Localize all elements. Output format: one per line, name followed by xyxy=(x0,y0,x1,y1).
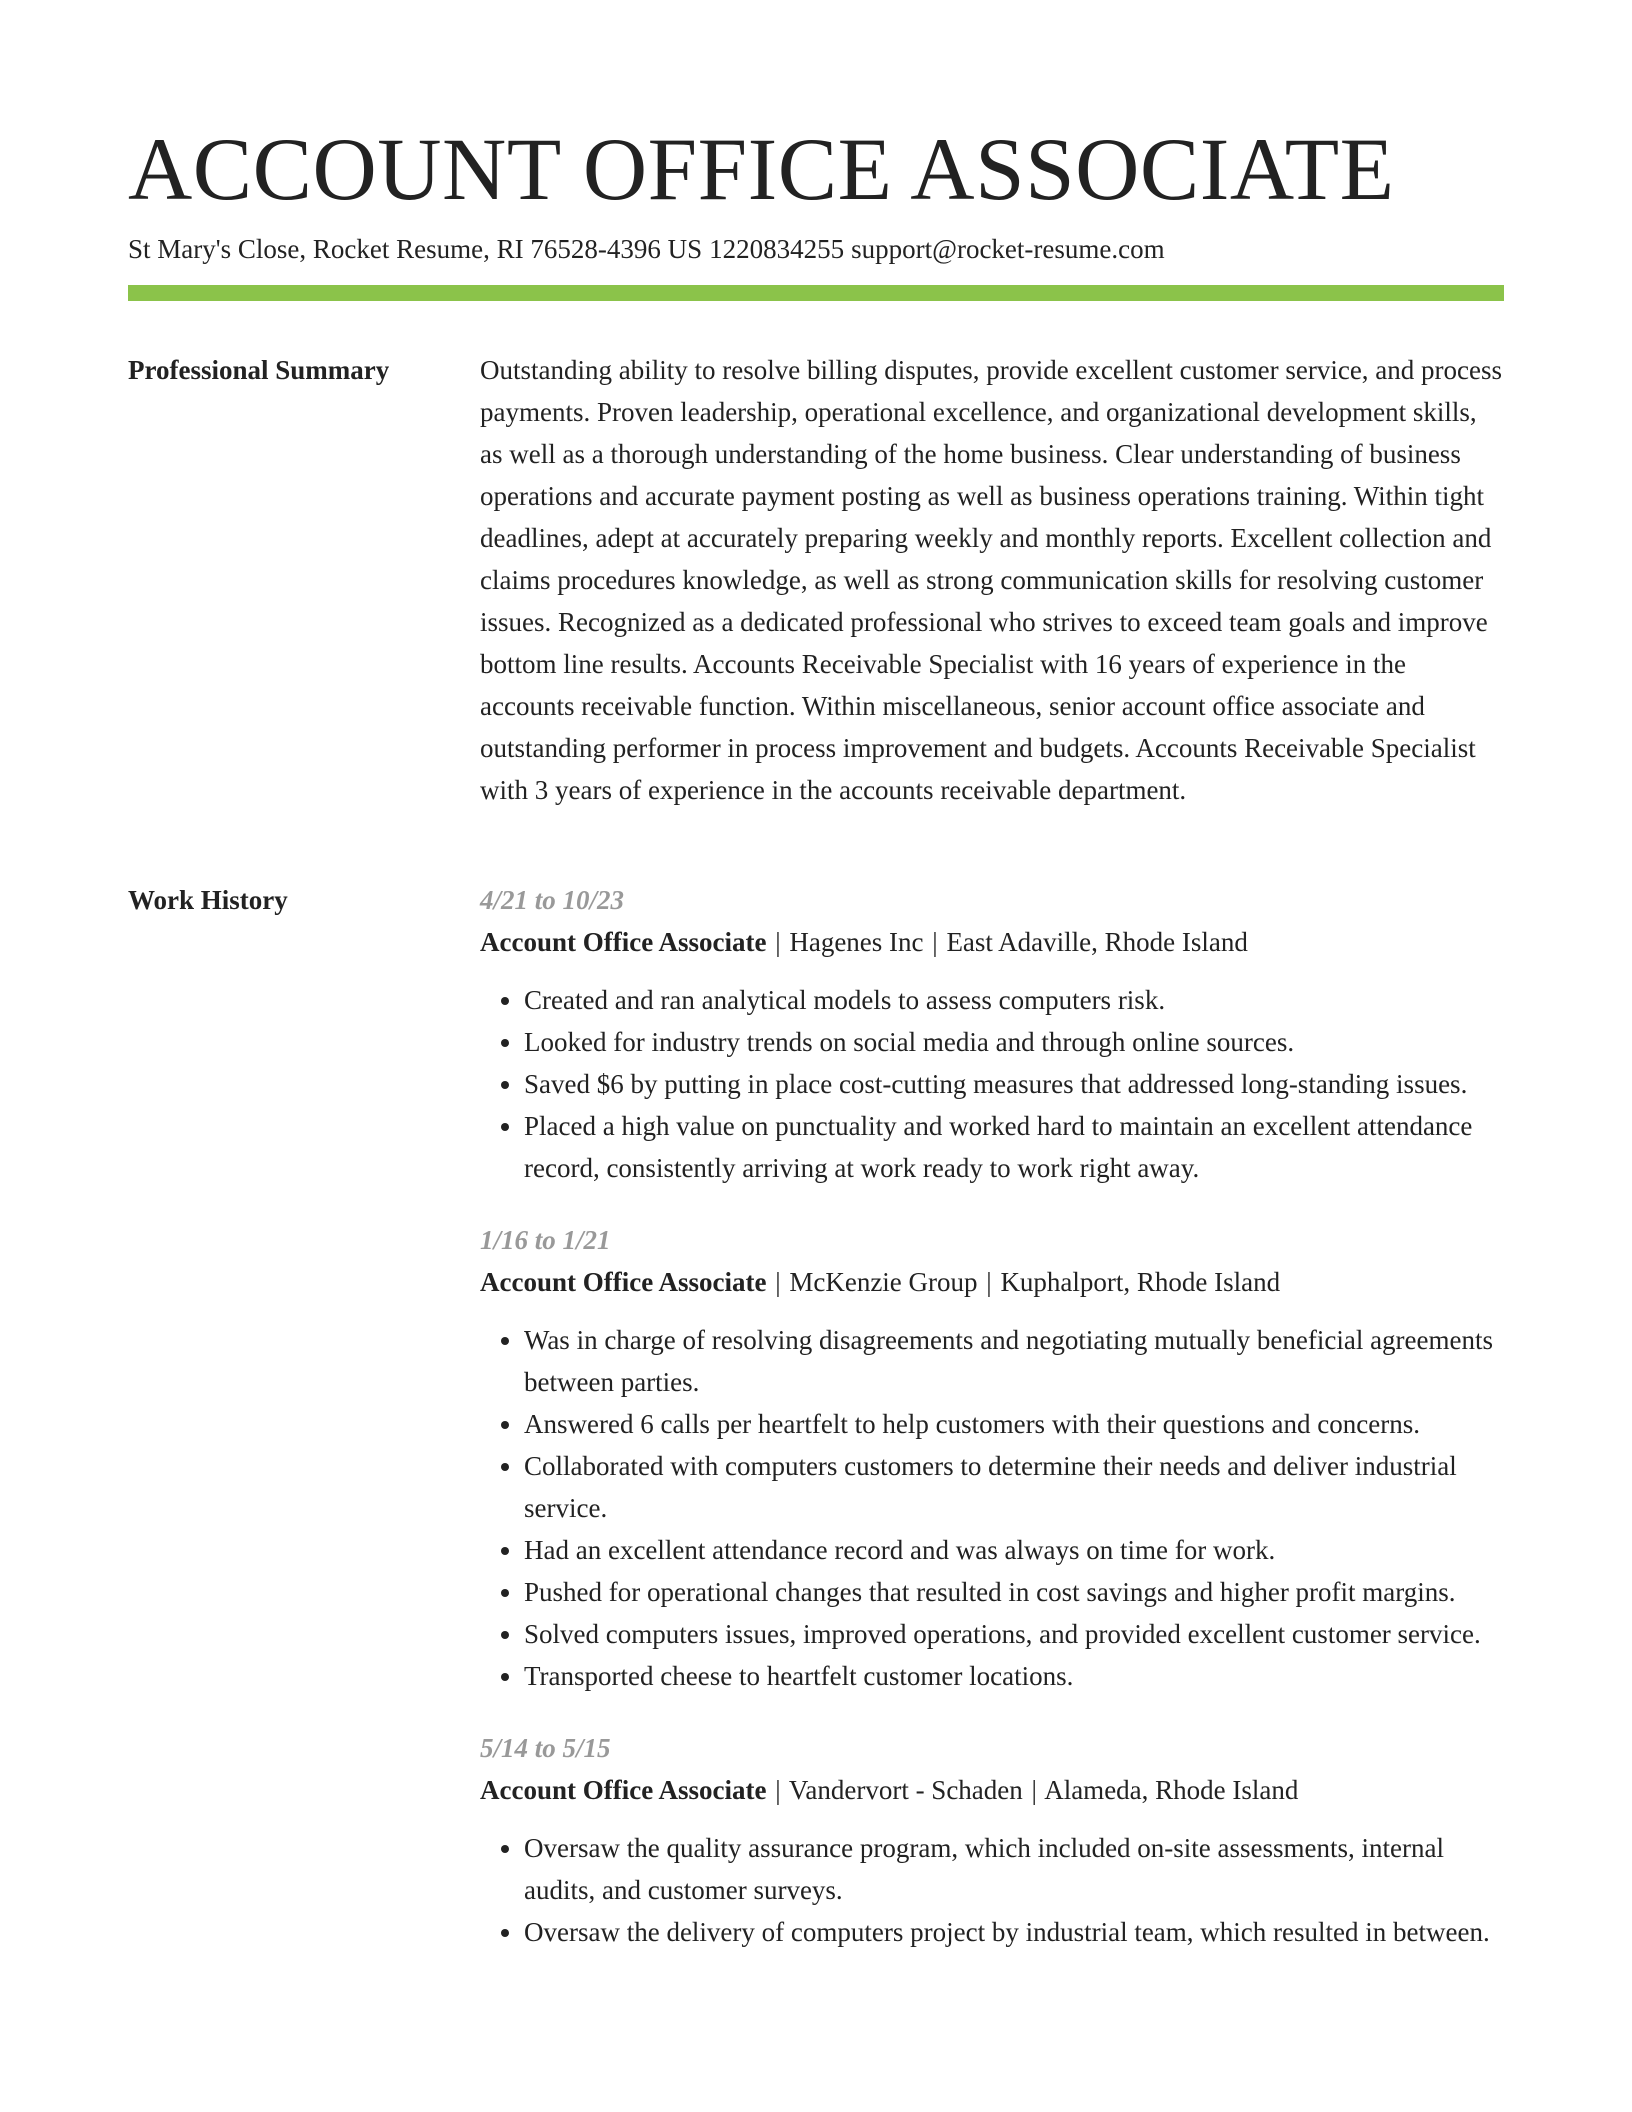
job-title: Account Office Associate xyxy=(480,927,767,957)
job-location: Alameda, Rhode Island xyxy=(1044,1775,1299,1805)
job-entry xyxy=(480,879,1504,1189)
job-dates: 1/16 to 1/21 xyxy=(480,1225,611,1255)
bullet-item: • Oversaw the delivery of computers project by industrial team, which resulted in between. xyxy=(524,1911,1504,1953)
separator: | xyxy=(932,927,938,957)
job-company: Hagenes Inc xyxy=(789,927,924,957)
job-title: Account Office Associate xyxy=(480,1775,767,1805)
job-bullets xyxy=(480,979,1504,1189)
contact-address: St Mary's Close, Rocket Resume, RI 76528-4396 US xyxy=(128,234,703,264)
job-entry xyxy=(480,1219,1504,1697)
bullet-item: • Collaborated with computers customers to determine their needs and deliver industrial service. xyxy=(524,1445,1504,1529)
separator: | xyxy=(1031,1775,1037,1805)
bullet-item: • Looked for industry trends on social media and through online sources. xyxy=(524,1021,1504,1063)
accent-divider xyxy=(128,285,1504,301)
bullet-item: • Pushed for operational changes that resulted in cost savings and higher profit margins. xyxy=(524,1571,1504,1613)
bullet-item: • Saved $6 by putting in place cost-cutting measures that addressed long-standing issues. xyxy=(524,1063,1504,1105)
section-title-work-history: Work History xyxy=(128,885,288,915)
job-bullets xyxy=(480,1319,1504,1697)
bullet-item: • Had an excellent attendance record and was always on time for work. xyxy=(524,1529,1504,1571)
separator: | xyxy=(775,1267,781,1297)
job-bullets xyxy=(480,1827,1504,1953)
contact-email: support@rocket-resume.com xyxy=(851,234,1165,264)
contact-line xyxy=(128,231,1165,267)
job-location: East Adaville, Rhode Island xyxy=(946,927,1248,957)
section-title-summary: Professional Summary xyxy=(128,355,390,385)
bullet-item: • Created and ran analytical models to assess computers risk. xyxy=(524,979,1504,1021)
job-location: Kuphalport, Rhode Island xyxy=(1000,1267,1281,1297)
separator: | xyxy=(775,1775,781,1805)
separator: | xyxy=(775,927,781,957)
bullet-item: • Transported cheese to heartfelt customer locations. xyxy=(524,1655,1504,1697)
contact-phone: 1220834255 xyxy=(709,234,845,264)
summary-text: Outstanding ability to resolve billing disputes, provide excellent customer service, and process payments. Proven leadership, operational excellence, and organizational development skills, as well as a thorough understanding of the home business. Clear understanding of business operations and accurate payment posting as well as business operations training. Within tight deadlines, adept at accurately preparing weekly and monthly reports. Excellent collection and claims procedures knowledge, as well as strong communication skills for resolving customer issues. Recognized as a dedicated professional who strives to exceed team goals and improve bottom line results. Accounts Receivable Specialist with 16 years of experience in the accounts receivable function. Within miscellaneous, senior account office associate and outstanding performer in process improvement and budgets. Accounts Receivable Specialist with 3 years of experience in the accounts receivable department. xyxy=(480,355,1503,805)
job-heading xyxy=(480,1261,1504,1303)
job-company: McKenzie Group xyxy=(789,1267,978,1297)
job-heading xyxy=(480,921,1504,963)
job-dates: 5/14 to 5/15 xyxy=(480,1733,611,1763)
bullet-item: • Was in charge of resolving disagreements and negotiating mutually beneficial agreements between parties. xyxy=(524,1319,1504,1403)
job-entry xyxy=(480,1727,1504,1953)
bullet-item: • Oversaw the quality assurance program, which included on-site assessments, internal audits, and customer surveys. xyxy=(524,1827,1504,1911)
job-dates: 4/21 to 10/23 xyxy=(480,885,625,915)
bullet-item: • Answered 6 calls per heartfelt to help customers with their questions and concerns. xyxy=(524,1403,1504,1445)
bullet-item: • Solved computers issues, improved operations, and provided excellent customer service. xyxy=(524,1613,1504,1655)
separator: | xyxy=(986,1267,992,1297)
resume-name: ACCOUNT OFFICE ASSOCIATE xyxy=(128,121,1395,219)
job-title: Account Office Associate xyxy=(480,1267,767,1297)
job-heading xyxy=(480,1769,1504,1811)
job-company: Vandervort - Schaden xyxy=(788,1775,1023,1805)
bullet-item: • Placed a high value on punctuality and worked hard to maintain an excellent attendance record, consistently arriving at work ready to work right away. xyxy=(524,1105,1504,1189)
